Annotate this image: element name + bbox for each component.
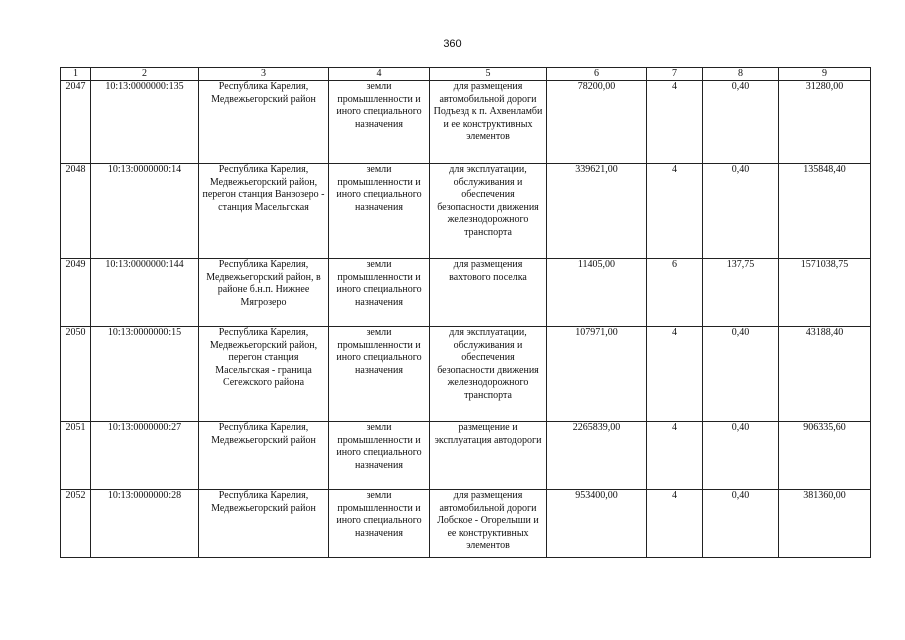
cadastral-value-cell: 1571038,75 xyxy=(779,259,871,327)
cadastral-number-cell: 10:13:0000000:27 xyxy=(91,422,199,490)
cadastral-value-cell: 906335,60 xyxy=(779,422,871,490)
rate-b-cell: 137,75 xyxy=(703,259,779,327)
area-cell: 11405,00 xyxy=(547,259,647,327)
rate-b-cell: 0,40 xyxy=(703,164,779,259)
table-row xyxy=(61,164,871,259)
column-header: 6 xyxy=(547,68,647,81)
location-cell: Республика Карелия, Медвежьегорский район, в районе б.н.п. Нижнее Мягрозеро xyxy=(199,259,329,327)
area-cell: 78200,00 xyxy=(547,81,647,164)
table-row xyxy=(61,81,871,164)
location-cell: Республика Карелия, Медвежьегорский район xyxy=(199,81,329,164)
rate-a-cell: 4 xyxy=(647,490,703,558)
page-number: 360 xyxy=(443,38,462,50)
column-header: 7 xyxy=(647,68,703,81)
rate-a-cell: 4 xyxy=(647,422,703,490)
area-cell: 953400,00 xyxy=(547,490,647,558)
permitted-use-cell: для размещения вахтового поселка xyxy=(430,259,547,327)
row-number-cell: 2049 xyxy=(61,259,91,327)
cadastral-number-cell: 10:13:0000000:14 xyxy=(91,164,199,259)
column-header: 5 xyxy=(430,68,547,81)
column-header: 2 xyxy=(91,68,199,81)
rate-a-cell: 4 xyxy=(647,81,703,164)
column-header: 8 xyxy=(703,68,779,81)
rate-b-cell: 0,40 xyxy=(703,422,779,490)
land-category-cell: земли промышленности и иного специального назначения xyxy=(329,259,430,327)
table-row xyxy=(61,327,871,422)
area-cell: 339621,00 xyxy=(547,164,647,259)
land-category-cell: земли промышленности и иного специального назначения xyxy=(329,490,430,558)
column-header: 3 xyxy=(199,68,329,81)
land-category-cell: земли промышленности и иного специального назначения xyxy=(329,422,430,490)
table-row xyxy=(61,490,871,558)
row-number-cell: 2047 xyxy=(61,81,91,164)
row-number-cell: 2051 xyxy=(61,422,91,490)
area-cell: 107971,00 xyxy=(547,327,647,422)
row-number-cell: 2048 xyxy=(61,164,91,259)
land-category-cell: земли промышленности и иного специального назначения xyxy=(329,81,430,164)
permitted-use-cell: для размещения автомобильной дороги Подъезд к п. Ахвенламби и ее конструктивных элементов xyxy=(430,81,547,164)
column-header: 4 xyxy=(329,68,430,81)
location-cell: Республика Карелия, Медвежьегорский район, перегон станция Масельгская - граница Сегежского района xyxy=(199,327,329,422)
rate-a-cell: 6 xyxy=(647,259,703,327)
location-cell: Республика Карелия, Медвежьегорский район, перегон станция Ванзозеро - станция Масельгская xyxy=(199,164,329,259)
location-cell: Республика Карелия, Медвежьегорский район xyxy=(199,490,329,558)
cadastral-value-cell: 43188,40 xyxy=(779,327,871,422)
area-cell: 2265839,00 xyxy=(547,422,647,490)
land-category-cell: земли промышленности и иного специального назначения xyxy=(329,164,430,259)
rate-a-cell: 4 xyxy=(647,164,703,259)
row-number-cell: 2050 xyxy=(61,327,91,422)
permitted-use-cell: для размещения автомобильной дороги Лобское - Огорелыши и ее конструктивных элементов xyxy=(430,490,547,558)
table-body xyxy=(61,81,871,558)
land-category-cell: земли промышленности и иного специального назначения xyxy=(329,327,430,422)
cadastral-value-cell: 381360,00 xyxy=(779,490,871,558)
row-number-cell: 2052 xyxy=(61,490,91,558)
permitted-use-cell: для эксплуатации, обслуживания и обеспечения безопасности движения железнодорожного транспорта xyxy=(430,164,547,259)
header-row xyxy=(61,68,871,81)
rate-b-cell: 0,40 xyxy=(703,327,779,422)
rate-a-cell: 4 xyxy=(647,327,703,422)
cadastral-number-cell: 10:13:0000000:135 xyxy=(91,81,199,164)
rate-b-cell: 0,40 xyxy=(703,490,779,558)
land-registry-table xyxy=(60,67,871,558)
cadastral-number-cell: 10:13:0000000:144 xyxy=(91,259,199,327)
cadastral-number-cell: 10:13:0000000:28 xyxy=(91,490,199,558)
column-header: 1 xyxy=(61,68,91,81)
permitted-use-cell: размещение и эксплуатация автодороги xyxy=(430,422,547,490)
cadastral-number-cell: 10:13:0000000:15 xyxy=(91,327,199,422)
permitted-use-cell: для эксплуатации, обслуживания и обеспечения безопасности движения железнодорожного транспорта xyxy=(430,327,547,422)
table-row xyxy=(61,259,871,327)
location-cell: Республика Карелия, Медвежьегорский район xyxy=(199,422,329,490)
cadastral-value-cell: 135848,40 xyxy=(779,164,871,259)
rate-b-cell: 0,40 xyxy=(703,81,779,164)
table-row xyxy=(61,422,871,490)
column-header: 9 xyxy=(779,68,871,81)
cadastral-value-cell: 31280,00 xyxy=(779,81,871,164)
